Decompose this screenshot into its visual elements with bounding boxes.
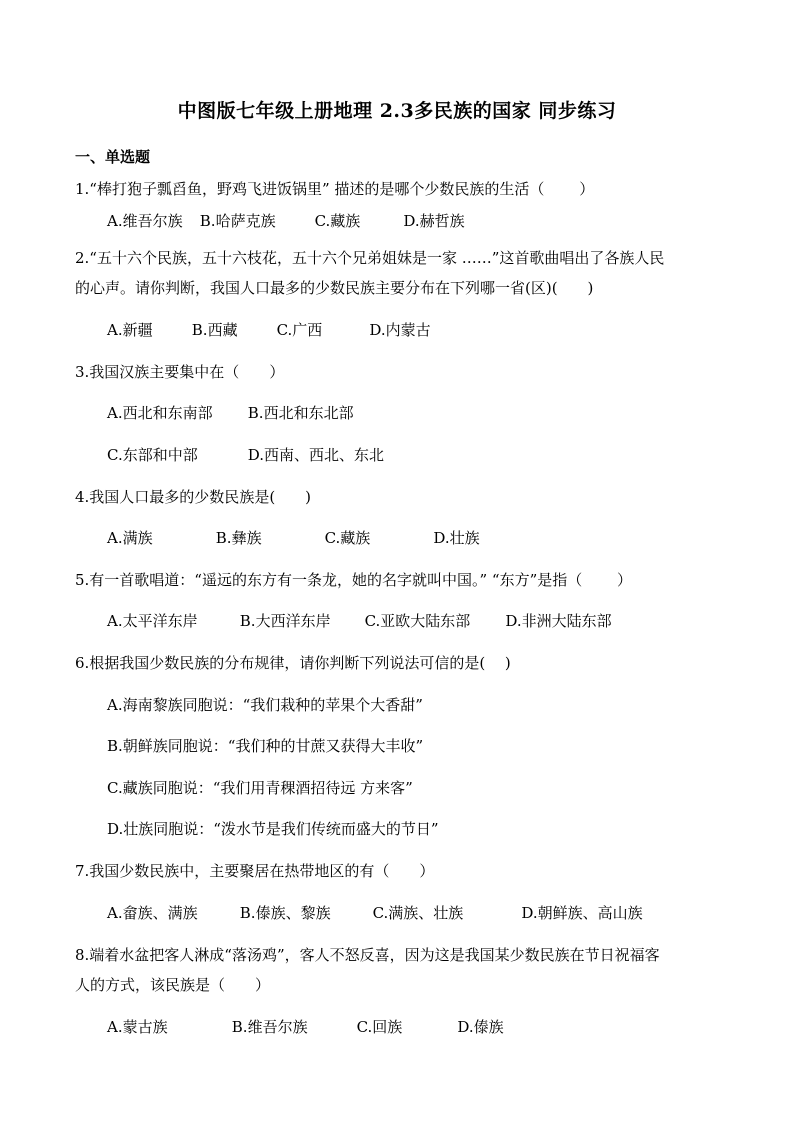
question-text: 3.我国汉族主要集中在（ ）: [75, 363, 285, 381]
option-a: A.满族: [107, 529, 153, 547]
option-d: D.非洲大陆东部: [505, 612, 612, 630]
option-a: A.畲族、满族: [107, 904, 198, 922]
option-b: B.傣族、黎族: [239, 904, 331, 922]
option-a: A.蒙古族: [107, 1018, 168, 1036]
option-c: C.藏族: [314, 212, 361, 230]
option-a: A.西北和东南部: [107, 404, 213, 422]
section-heading: 一、单选题: [75, 148, 151, 166]
option-d: D.朝鲜族、高山族: [521, 904, 643, 922]
question-text: 人的方式，该民族是（ ）: [75, 976, 271, 994]
option-c: C.亚欧大陆东部: [364, 612, 471, 630]
question-6: [75, 648, 725, 678]
option-d: D.西南、西北、东北: [247, 446, 385, 464]
question-6-option-b: [107, 735, 423, 757]
question-text: 5.有一首歌唱道：“遥远的东方有一条龙，她的名字就叫中国。” “东方”是指（ ）: [75, 571, 633, 589]
option-c: C.回族: [356, 1018, 403, 1036]
question-4-options: [107, 527, 480, 549]
question-6-option-d: [107, 818, 439, 840]
option-b: B.彝族: [215, 529, 262, 547]
option-a: A.太平洋东岸: [107, 612, 198, 630]
option-a: A.海南黎族同胞说：“我们栽种的苹果个大香甜”: [107, 696, 423, 714]
option-d: D.壮族: [433, 529, 480, 547]
option-b: B.维吾尔族: [231, 1018, 308, 1036]
question-6-option-c: [107, 777, 413, 799]
question-6-option-a: [107, 694, 423, 716]
option-d: D.壮族同胞说：“泼水节是我们传统而盛大的节日”: [107, 820, 439, 838]
question-text: 6.根据我国少数民族的分布规律，请你判断下列说法可信的是( ): [75, 654, 511, 672]
question-3-options-row-2: [107, 444, 384, 466]
question-text: 7.我国少数民族中，主要聚居在热带地区的有（ ）: [75, 862, 435, 880]
question-2: [75, 243, 725, 303]
option-b: B.哈萨克族: [199, 212, 276, 230]
option-b: B.朝鲜族同胞说：“我们种的甘蔗又获得大丰收”: [107, 737, 424, 755]
option-c: C.藏族: [324, 529, 371, 547]
option-c: C.满族、壮族: [372, 904, 464, 922]
question-7-options: [107, 902, 643, 924]
option-d: D.赫哲族: [403, 212, 465, 230]
question-7: [75, 856, 725, 886]
option-b: B.西藏: [191, 321, 238, 339]
question-4: [75, 482, 725, 512]
question-1-options: [107, 210, 465, 232]
option-a: A.维吾尔族: [107, 212, 183, 230]
option-c: C.藏族同胞说：“我们用青稞酒招待远 方来客”: [107, 779, 413, 797]
question-text: 的心声。请你判断，我国人口最多的少数民族主要分布在下列哪一省(区)( ): [75, 279, 594, 297]
question-text: 4.我国人口最多的少数民族是( ): [75, 488, 312, 506]
question-text: 2.“五十六个民族，五十六枝花，五十六个兄弟姐妹是一家 ……”这首歌曲唱出了各族人民: [75, 249, 665, 267]
question-3-options: [107, 402, 354, 424]
question-text: 1.“棒打狍子瓢舀鱼，野鸡飞进饭锅里” 描述的是哪个少数民族的生活（ ）: [75, 180, 595, 198]
question-text: 8.端着水盆把客人淋成“落汤鸡”，客人不怒反喜，因为这是我国某少数民族在节日祝福客: [75, 946, 660, 964]
option-a: A.新疆: [107, 321, 153, 339]
question-3: [75, 357, 725, 387]
option-b: B.大西洋东岸: [239, 612, 331, 630]
option-c: C.广西: [276, 321, 323, 339]
question-5: [75, 565, 725, 595]
option-c: C.东部和中部: [107, 446, 198, 464]
question-8: [75, 940, 725, 1000]
question-1: [75, 174, 725, 204]
option-d: D.傣族: [457, 1018, 504, 1036]
option-d: D.内蒙古: [369, 321, 431, 339]
question-2-options: [107, 319, 431, 341]
option-b: B.西北和东北部: [247, 404, 354, 422]
question-5-options: [107, 610, 612, 632]
question-8-options: [107, 1016, 504, 1038]
page-title: 中图版七年级上册地理 2.3多民族的国家 同步练习: [177, 100, 617, 122]
